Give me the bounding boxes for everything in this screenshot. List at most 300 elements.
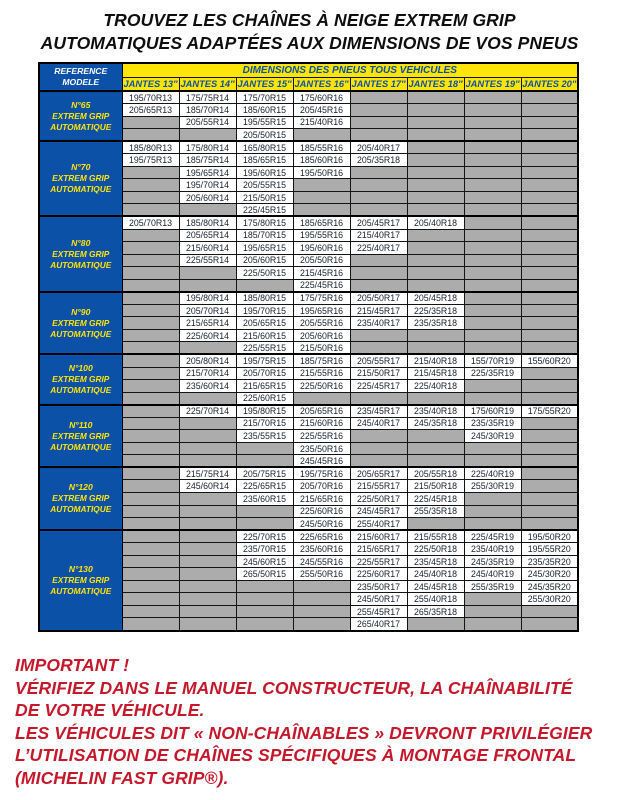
empty-cell — [350, 204, 407, 217]
empty-cell — [122, 116, 179, 129]
tire-size-cell: 245/35R20 — [521, 580, 578, 593]
tire-size-cell: 195/75R16 — [293, 467, 350, 480]
tire-size-cell: 225/45R16 — [293, 279, 350, 292]
empty-cell — [122, 380, 179, 393]
empty-cell — [521, 455, 578, 468]
empty-cell — [122, 242, 179, 255]
empty-cell — [122, 279, 179, 292]
tire-size-cell: 205/55R15 — [236, 179, 293, 192]
empty-cell — [179, 267, 236, 280]
tire-size-cell: 235/40R18 — [407, 405, 464, 418]
empty-cell — [122, 493, 179, 506]
tire-size-cell: 255/35R19 — [464, 580, 521, 593]
empty-cell — [521, 179, 578, 192]
empty-cell — [179, 129, 236, 142]
tire-size-cell: 185/80R14 — [179, 216, 236, 229]
tire-size-cell: 175/70R15 — [236, 91, 293, 104]
empty-cell — [122, 405, 179, 418]
important-line: VÉRIFIEZ DANS LE MANUEL CONSTRUCTEUR, LA CHAÎNABILITÉ — [15, 677, 573, 698]
dimensions-header: DIMENSIONS DES PNEUS TOUS VEHICULES — [122, 63, 578, 77]
tire-size-cell: 205/55R18 — [407, 467, 464, 480]
tire-size-cell: 225/60R17 — [350, 568, 407, 581]
empty-cell — [179, 442, 236, 455]
table-row — [39, 216, 578, 229]
tire-size-cell: 175/80R14 — [179, 141, 236, 154]
empty-cell — [407, 104, 464, 117]
empty-cell — [236, 279, 293, 292]
empty-cell — [521, 129, 578, 142]
table-row — [39, 292, 578, 305]
column-header-jantes-15: JANTES 15'' — [236, 77, 293, 91]
empty-cell — [122, 254, 179, 267]
empty-cell — [407, 392, 464, 405]
empty-cell — [521, 116, 578, 129]
page-title-line1: TROUVEZ LES CHAÎNES À NEIGE EXTREM GRIP — [103, 10, 516, 30]
tire-size-cell: 225/50R18 — [407, 543, 464, 556]
tire-size-cell: 195/60R15 — [236, 166, 293, 179]
table-row — [39, 530, 578, 543]
empty-cell — [464, 129, 521, 142]
empty-cell — [521, 91, 578, 104]
tire-size-cell: 215/70R14 — [179, 367, 236, 380]
empty-cell — [407, 430, 464, 443]
empty-cell — [407, 141, 464, 154]
tire-size-cell: 215/75R14 — [179, 467, 236, 480]
tire-size-cell: 225/60R16 — [293, 505, 350, 518]
empty-cell — [236, 580, 293, 593]
empty-cell — [179, 580, 236, 593]
tire-size-cell: 255/40R18 — [407, 593, 464, 606]
empty-cell — [350, 91, 407, 104]
empty-cell — [521, 442, 578, 455]
tire-size-cell: 215/45R17 — [350, 304, 407, 317]
empty-cell — [179, 392, 236, 405]
empty-cell — [521, 342, 578, 355]
tire-size-cell: 205/50R17 — [350, 292, 407, 305]
empty-cell — [464, 342, 521, 355]
empty-cell — [350, 455, 407, 468]
tire-size-cell: 215/65R15 — [236, 380, 293, 393]
empty-cell — [521, 267, 578, 280]
model-cell-N80: N°80 EXTREM GRIP AUTOMATIQUE — [39, 216, 122, 291]
tire-size-cell: 185/75R16 — [293, 354, 350, 367]
empty-cell — [407, 229, 464, 242]
tire-size-cell: 185/60R16 — [293, 154, 350, 167]
empty-cell — [179, 279, 236, 292]
empty-cell — [122, 605, 179, 618]
empty-cell — [407, 329, 464, 342]
empty-cell — [464, 329, 521, 342]
empty-cell — [407, 279, 464, 292]
tire-size-cell: 205/65R15 — [236, 317, 293, 330]
empty-cell — [350, 329, 407, 342]
empty-cell — [464, 267, 521, 280]
tire-size-cell: 215/60R16 — [293, 417, 350, 430]
tire-size-cell: 235/35R18 — [407, 317, 464, 330]
tire-size-cell: 165/80R15 — [236, 141, 293, 154]
tire-size-cell: 225/45R17 — [350, 380, 407, 393]
empty-cell — [521, 216, 578, 229]
empty-cell — [521, 605, 578, 618]
tire-size-cell: 195/80R15 — [236, 405, 293, 418]
empty-cell — [407, 191, 464, 204]
empty-cell — [179, 342, 236, 355]
tire-size-cell: 195/65R15 — [236, 242, 293, 255]
tire-size-cell: 215/65R16 — [293, 493, 350, 506]
tire-size-cell: 205/50R16 — [293, 254, 350, 267]
tire-size-cell: 235/60R16 — [293, 543, 350, 556]
empty-cell — [122, 267, 179, 280]
tire-size-cell: 195/65R16 — [293, 304, 350, 317]
tire-size-cell: 175/60R19 — [464, 405, 521, 418]
tire-size-cell: 205/60R15 — [236, 254, 293, 267]
tire-size-cell: 245/50R16 — [293, 518, 350, 531]
empty-cell — [464, 518, 521, 531]
tire-size-cell: 155/70R19 — [464, 354, 521, 367]
tire-size-cell: 205/70R13 — [122, 216, 179, 229]
table-row — [39, 141, 578, 154]
empty-cell — [350, 442, 407, 455]
tire-size-cell: 205/45R17 — [350, 216, 407, 229]
empty-cell — [350, 392, 407, 405]
empty-cell — [521, 104, 578, 117]
tire-size-cell: 235/40R17 — [350, 317, 407, 330]
tire-size-cell: 225/35R19 — [464, 367, 521, 380]
tire-size-cell: 225/45R19 — [464, 530, 521, 543]
empty-cell — [521, 191, 578, 204]
tire-size-cell: 225/50R15 — [236, 267, 293, 280]
tire-size-cell: 185/60R15 — [236, 104, 293, 117]
tire-size-cell: 245/50R17 — [350, 593, 407, 606]
tire-size-cell: 225/55R15 — [236, 342, 293, 355]
empty-cell — [122, 568, 179, 581]
empty-cell — [236, 455, 293, 468]
empty-cell — [236, 618, 293, 631]
empty-cell — [236, 518, 293, 531]
empty-cell — [407, 267, 464, 280]
tire-size-cell: 215/50R15 — [236, 191, 293, 204]
column-header-jantes-18: JANTES 18'' — [407, 77, 464, 91]
tire-size-cell: 245/35R19 — [464, 555, 521, 568]
tire-size-cell: 225/45R15 — [236, 204, 293, 217]
tire-size-cell: 255/30R19 — [464, 480, 521, 493]
tire-size-cell: 185/80R13 — [122, 141, 179, 154]
tire-size-cell: 235/35R20 — [521, 555, 578, 568]
tire-size-cell: 155/60R20 — [521, 354, 578, 367]
tire-size-cell: 205/75R15 — [236, 467, 293, 480]
tire-size-cell: 255/45R17 — [350, 605, 407, 618]
empty-cell — [122, 618, 179, 631]
empty-cell — [122, 417, 179, 430]
empty-cell — [122, 354, 179, 367]
empty-cell — [407, 91, 464, 104]
empty-cell — [122, 480, 179, 493]
page-title-line2: AUTOMATIQUES ADAPTÉES AUX DIMENSIONS DE VOS PNEUS — [40, 33, 579, 53]
tire-size-cell: 205/80R14 — [179, 354, 236, 367]
tire-size-cell: 245/60R14 — [179, 480, 236, 493]
tire-size-cell: 235/45R18 — [407, 555, 464, 568]
empty-cell — [521, 618, 578, 631]
empty-cell — [464, 304, 521, 317]
empty-cell — [179, 568, 236, 581]
empty-cell — [236, 605, 293, 618]
empty-cell — [464, 455, 521, 468]
empty-cell — [122, 317, 179, 330]
empty-cell — [293, 593, 350, 606]
empty-cell — [122, 467, 179, 480]
empty-cell — [464, 254, 521, 267]
empty-cell — [122, 530, 179, 543]
model-cell-N70: N°70 EXTREM GRIP AUTOMATIQUE — [39, 141, 122, 216]
tire-size-cell: 195/80R14 — [179, 292, 236, 305]
tire-size-cell: 195/55R20 — [521, 543, 578, 556]
tire-size-cell: 245/35R18 — [407, 417, 464, 430]
tire-size-cell: 215/65R14 — [179, 317, 236, 330]
empty-cell — [293, 580, 350, 593]
empty-cell — [293, 179, 350, 192]
tire-size-cell: 215/60R14 — [179, 242, 236, 255]
empty-cell — [350, 129, 407, 142]
tire-size-cell: 205/35R18 — [350, 154, 407, 167]
empty-cell — [407, 518, 464, 531]
empty-cell — [464, 166, 521, 179]
empty-cell — [521, 279, 578, 292]
empty-cell — [179, 555, 236, 568]
tire-size-cell: 225/70R14 — [179, 405, 236, 418]
tire-size-cell: 195/60R16 — [293, 242, 350, 255]
empty-cell — [521, 242, 578, 255]
tire-size-cell: 215/55R17 — [350, 480, 407, 493]
empty-cell — [521, 254, 578, 267]
empty-cell — [236, 442, 293, 455]
empty-cell — [350, 279, 407, 292]
empty-cell — [122, 580, 179, 593]
tire-size-cell: 195/75R13 — [122, 154, 179, 167]
tire-size-cell: 235/50R17 — [350, 580, 407, 593]
empty-cell — [122, 455, 179, 468]
tire-size-cell: 205/65R14 — [179, 229, 236, 242]
tire-size-cell: 175/55R20 — [521, 405, 578, 418]
tire-size-cell: 225/45R18 — [407, 493, 464, 506]
empty-cell — [407, 116, 464, 129]
tire-size-cell: 225/35R18 — [407, 304, 464, 317]
empty-cell — [521, 141, 578, 154]
empty-cell — [122, 555, 179, 568]
tire-size-cell: 245/45R17 — [350, 505, 407, 518]
tire-size-cell: 245/60R15 — [236, 555, 293, 568]
tire-size-cell: 225/65R16 — [293, 530, 350, 543]
tire-size-cell: 215/50R16 — [293, 342, 350, 355]
tire-size-cell: 245/55R16 — [293, 555, 350, 568]
empty-cell — [179, 593, 236, 606]
tire-size-cell: 185/65R15 — [236, 154, 293, 167]
model-cell-N90: N°90 EXTREM GRIP AUTOMATIQUE — [39, 292, 122, 355]
empty-cell — [521, 518, 578, 531]
tire-size-cell: 205/65R13 — [122, 104, 179, 117]
empty-cell — [179, 518, 236, 531]
empty-cell — [407, 129, 464, 142]
empty-cell — [407, 442, 464, 455]
tire-size-cell: 235/45R17 — [350, 405, 407, 418]
empty-cell — [521, 493, 578, 506]
empty-cell — [179, 204, 236, 217]
tire-size-cell: 175/75R16 — [293, 292, 350, 305]
empty-cell — [464, 442, 521, 455]
empty-cell — [464, 279, 521, 292]
empty-cell — [521, 417, 578, 430]
empty-cell — [122, 430, 179, 443]
empty-cell — [464, 505, 521, 518]
tire-size-cell: 205/40R18 — [407, 216, 464, 229]
important-line: LES VÉHICULES DIT « NON-CHAÎNABLES » DEVRONT PRIVILÉGIER — [15, 722, 593, 743]
column-header-jantes-20: JANTES 20'' — [521, 77, 578, 91]
empty-cell — [464, 242, 521, 255]
tire-size-cell: 215/50R18 — [407, 480, 464, 493]
empty-cell — [464, 593, 521, 606]
tire-size-cell: 205/65R17 — [350, 467, 407, 480]
empty-cell — [122, 367, 179, 380]
tire-size-cell: 235/50R16 — [293, 442, 350, 455]
important-line: (MICHELIN FAST GRIP®). — [15, 767, 229, 788]
tire-size-cell: 235/55R15 — [236, 430, 293, 443]
tire-size-cell: 255/30R20 — [521, 593, 578, 606]
tire-size-cell: 215/55R18 — [407, 530, 464, 543]
empty-cell — [464, 216, 521, 229]
tire-size-cell: 215/40R17 — [350, 229, 407, 242]
tire-size-cell: 235/60R14 — [179, 380, 236, 393]
tire-size-cell: 215/50R17 — [350, 367, 407, 380]
tire-size-cell: 235/70R15 — [236, 543, 293, 556]
tire-size-cell: 185/70R14 — [179, 104, 236, 117]
tire-size-cell: 205/60R14 — [179, 191, 236, 204]
empty-cell — [179, 605, 236, 618]
tire-size-cell: 215/45R16 — [293, 267, 350, 280]
tire-size-cell: 205/45R18 — [407, 292, 464, 305]
empty-cell — [407, 254, 464, 267]
tire-size-cell: 205/55R17 — [350, 354, 407, 367]
empty-cell — [407, 342, 464, 355]
tire-size-cell: 205/70R14 — [179, 304, 236, 317]
tire-size-cell: 225/50R16 — [293, 380, 350, 393]
tire-size-cell: 195/55R15 — [236, 116, 293, 129]
empty-cell — [179, 417, 236, 430]
empty-cell — [464, 229, 521, 242]
empty-cell — [521, 430, 578, 443]
tire-size-cell: 255/50R16 — [293, 568, 350, 581]
tire-size-cell: 245/40R19 — [464, 568, 521, 581]
empty-cell — [350, 254, 407, 267]
empty-cell — [464, 493, 521, 506]
column-header-jantes-17: JANTES 17'' — [350, 77, 407, 91]
empty-cell — [350, 179, 407, 192]
empty-cell — [521, 154, 578, 167]
table-row — [39, 467, 578, 480]
empty-cell — [407, 455, 464, 468]
table-row — [39, 405, 578, 418]
tire-size-cell: 205/40R17 — [350, 141, 407, 154]
model-cell-N65: N°65 EXTREM GRIP AUTOMATIQUE — [39, 91, 122, 141]
tire-size-cell: 265/50R15 — [236, 568, 293, 581]
empty-cell — [407, 204, 464, 217]
empty-cell — [350, 166, 407, 179]
empty-cell — [122, 292, 179, 305]
tire-size-cell: 225/60R14 — [179, 329, 236, 342]
tire-size-cell: 185/65R16 — [293, 216, 350, 229]
empty-cell — [521, 304, 578, 317]
empty-cell — [521, 292, 578, 305]
tire-size-cell: 225/40R19 — [464, 467, 521, 480]
tire-size-cell: 185/75R14 — [179, 154, 236, 167]
tire-size-cell: 215/60R15 — [236, 329, 293, 342]
empty-cell — [122, 442, 179, 455]
tire-chain-size-table-wrap — [38, 62, 579, 632]
tire-size-cell: 225/55R16 — [293, 430, 350, 443]
empty-cell — [122, 543, 179, 556]
tire-size-cell: 195/70R13 — [122, 91, 179, 104]
page-title — [0, 0, 619, 55]
tire-size-cell: 225/70R15 — [236, 530, 293, 543]
empty-cell — [350, 116, 407, 129]
empty-cell — [293, 618, 350, 631]
tire-size-cell: 205/55R16 — [293, 317, 350, 330]
empty-cell — [521, 204, 578, 217]
empty-cell — [122, 204, 179, 217]
table-row — [39, 354, 578, 367]
empty-cell — [521, 166, 578, 179]
empty-cell — [407, 242, 464, 255]
tire-size-cell: 255/40R17 — [350, 518, 407, 531]
tire-size-cell: 215/55R16 — [293, 367, 350, 380]
tire-size-cell: 255/35R18 — [407, 505, 464, 518]
important-line: DE VOTRE VÉHICULE. — [15, 700, 205, 720]
tire-size-cell: 245/45R18 — [407, 580, 464, 593]
tire-size-cell: 175/60R16 — [293, 91, 350, 104]
tire-size-cell: 245/45R16 — [293, 455, 350, 468]
tire-size-cell: 195/50R16 — [293, 166, 350, 179]
empty-cell — [521, 380, 578, 393]
tire-size-cell: 215/45R18 — [407, 367, 464, 380]
tire-size-cell: 225/40R18 — [407, 380, 464, 393]
empty-cell — [236, 505, 293, 518]
tire-size-cell: 225/55R17 — [350, 555, 407, 568]
empty-cell — [122, 179, 179, 192]
empty-cell — [179, 543, 236, 556]
tire-size-cell: 265/35R18 — [407, 605, 464, 618]
empty-cell — [122, 166, 179, 179]
empty-cell — [122, 304, 179, 317]
empty-cell — [122, 342, 179, 355]
empty-cell — [179, 505, 236, 518]
tire-size-cell: 205/70R16 — [293, 480, 350, 493]
empty-cell — [179, 430, 236, 443]
empty-cell — [521, 505, 578, 518]
tire-size-cell: 225/50R17 — [350, 493, 407, 506]
tire-size-cell: 175/80R15 — [236, 216, 293, 229]
empty-cell — [521, 467, 578, 480]
tire-size-cell: 265/40R17 — [350, 618, 407, 631]
tire-size-cell: 225/60R15 — [236, 392, 293, 405]
empty-cell — [521, 229, 578, 242]
column-header-jantes-13: JANTES 13'' — [122, 77, 179, 91]
empty-cell — [179, 618, 236, 631]
empty-cell — [521, 367, 578, 380]
tire-size-cell: 215/65R17 — [350, 543, 407, 556]
tire-size-cell: 195/65R14 — [179, 166, 236, 179]
tire-size-cell: 225/55R14 — [179, 254, 236, 267]
empty-cell — [464, 292, 521, 305]
tire-size-cell: 235/60R15 — [236, 493, 293, 506]
empty-cell — [293, 204, 350, 217]
